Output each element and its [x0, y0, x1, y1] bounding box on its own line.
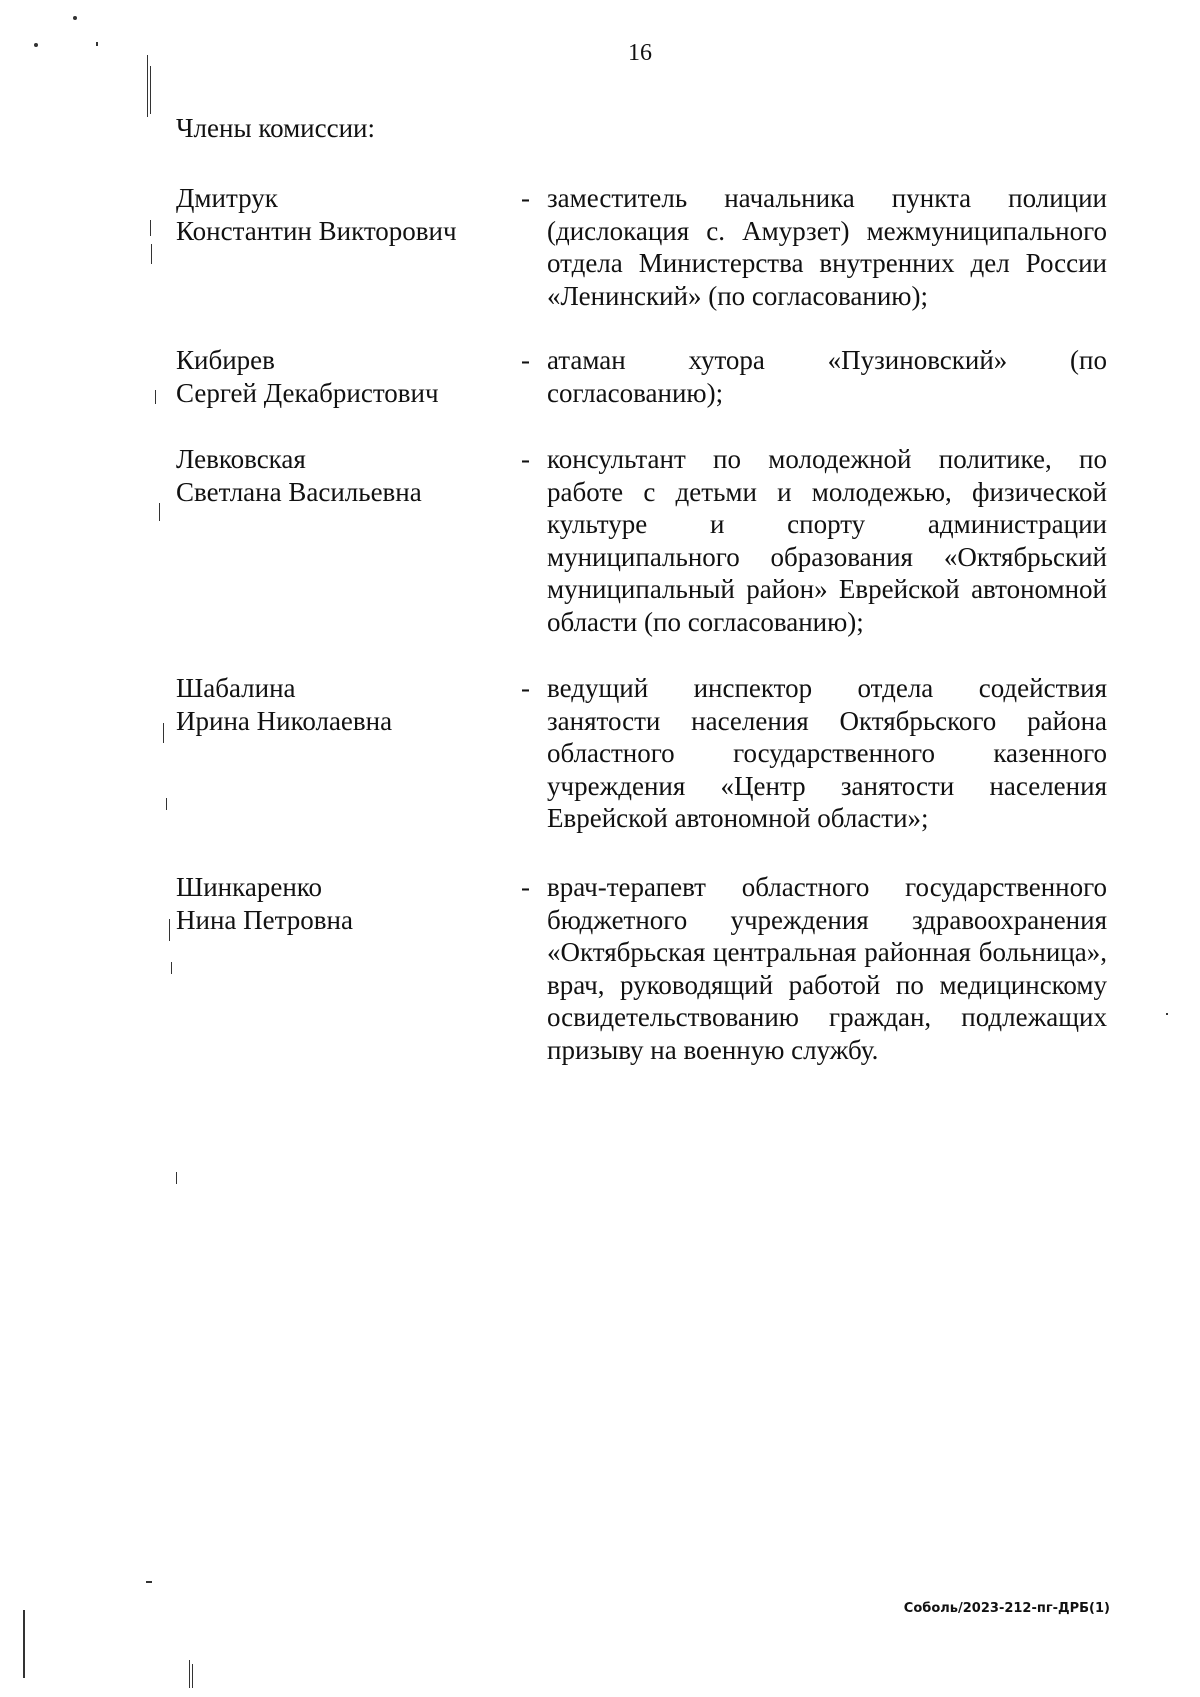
scan-line	[166, 798, 167, 810]
member-role: консультант по молодежной политике, по работе с детьми и молодежью, физической культуре и спорту администрации муниципального образования «Октябрьский муниципальный район» Еврейской автономной области (по согласованию);	[547, 444, 1107, 637]
scan-line	[23, 1610, 25, 1678]
scan-speck	[146, 1581, 152, 1583]
member-surname: Левковская	[176, 444, 306, 474]
commission-members-heading: Члены комиссии:	[176, 113, 375, 143]
member-role: врач-терапевт областного государственного бюджетного учреждения здравоохранения «Октябрьская центральная районная больница», врач, руководящий работой по медицинскому освидетельствованию граждан, подлежащих призыву на военную службу.	[547, 872, 1107, 1065]
member-role: заместитель начальника пункта полиции (дислокация с. Амурзет) межмуниципального отдела Министерства внутренних дел России «Ленинский» (по согласованию);	[547, 183, 1107, 311]
scan-line	[192, 1664, 193, 1688]
scan-speck	[34, 43, 38, 47]
member-dash: -	[521, 444, 530, 474]
member-role: ведущий инспектор отдела содействия занятости населения Октябрьского района областного государственного казенного учреждения «Центр занятости населения Еврейской автономной области»;	[547, 673, 1107, 833]
scan-line	[150, 66, 151, 114]
scan-speck	[73, 16, 77, 20]
member-name	[176, 182, 521, 312]
scan-line	[155, 390, 156, 404]
member-name	[176, 672, 521, 835]
member-dash: -	[521, 183, 530, 213]
member-given-names: Сергей Декабристович	[176, 377, 439, 408]
scan-line	[163, 723, 164, 743]
member-given-names: Ирина Николаевна	[176, 705, 393, 736]
scan-line	[189, 1660, 190, 1688]
member-dash: -	[521, 345, 530, 375]
scan-line	[159, 503, 160, 521]
member-dash: -	[521, 673, 530, 703]
scan-speck	[96, 42, 98, 46]
member-surname: Шабалина	[176, 673, 296, 703]
member-surname: Дмитрук	[176, 183, 278, 213]
page-number: 16	[628, 40, 652, 66]
scan-line	[176, 1172, 177, 1184]
member-role: атаман хутора «Пузиновский» (по согласованию);	[547, 345, 1107, 408]
member-given-names: Нина Петровна	[176, 904, 353, 935]
member-given-names: Константин Викторович	[176, 215, 457, 246]
member-dash: -	[521, 872, 530, 902]
member-entry	[176, 443, 1116, 638]
member-name	[176, 443, 521, 638]
member-entry	[176, 871, 1116, 1066]
member-given-names: Светлана Васильевна	[176, 476, 422, 507]
member-name	[176, 871, 521, 1066]
document-footer-code: Соболь/2023-212-пг-ДРБ(1)	[903, 1601, 1110, 1616]
scan-line	[151, 244, 152, 264]
member-entry	[176, 672, 1116, 835]
scan-line	[171, 962, 172, 974]
scan-line	[169, 919, 170, 941]
member-entry	[176, 344, 1116, 409]
member-surname: Шинкаренко	[176, 872, 323, 902]
scan-line	[147, 55, 148, 117]
member-name	[176, 344, 521, 409]
member-entry	[176, 182, 1116, 312]
scan-line	[150, 220, 151, 236]
scan-speck	[1166, 1013, 1168, 1015]
member-surname: Кибирев	[176, 345, 275, 375]
